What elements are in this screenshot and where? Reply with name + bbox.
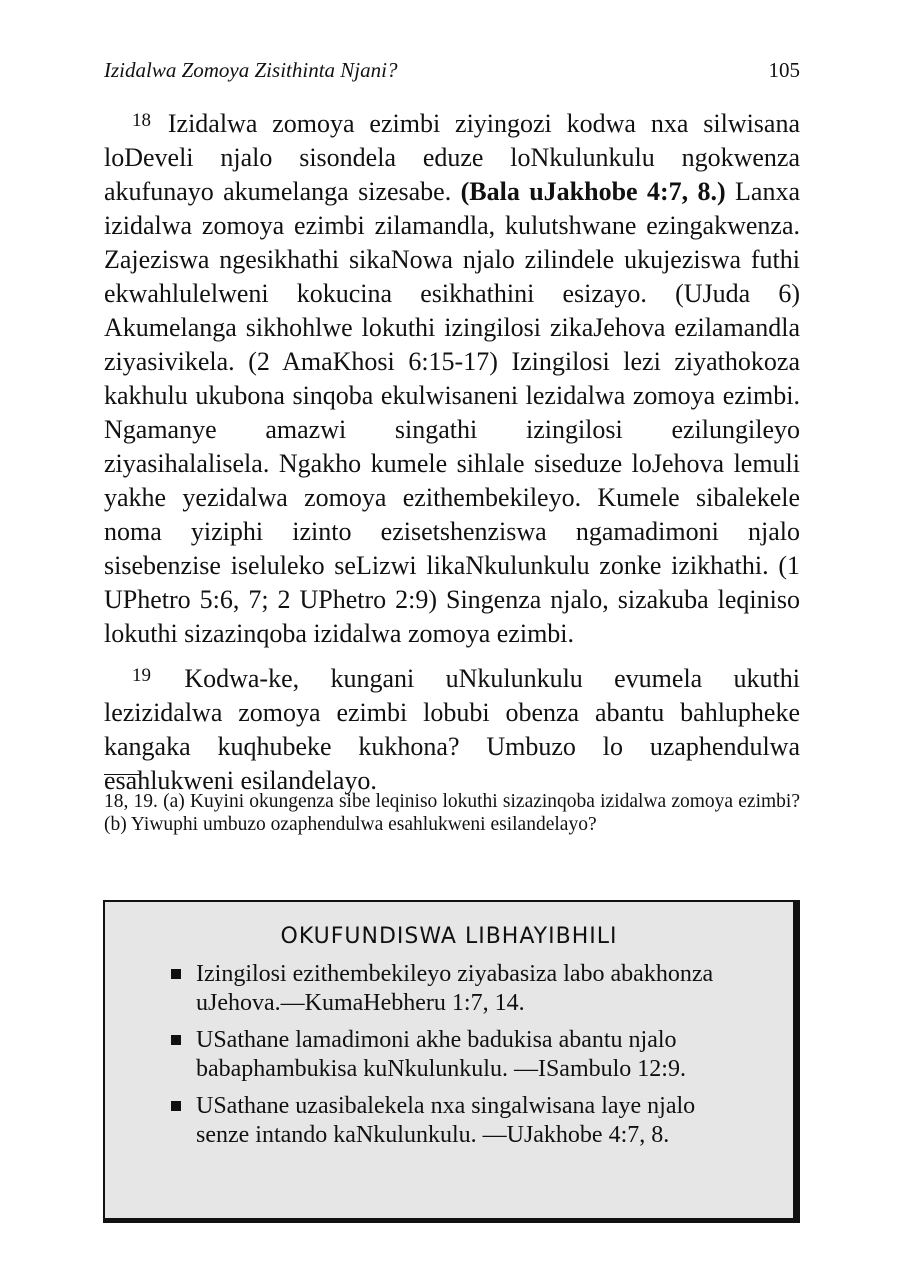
paragraph-text: Kodwa-ke, kungani uNkulunkulu evumela ukuthi lezizidalwa zomoya ezimbi lobubi obenza abantu bahlupheke kangaka kuqhubeke kukhona? Umbuzo lo uzaphendulwa esahlukweni esilandelayo.: [104, 664, 800, 795]
list-item: [167, 1092, 747, 1150]
square-bullet-icon: [171, 1101, 181, 1111]
square-bullet-icon: [171, 1035, 181, 1045]
summary-box-title: OKUFUNDISWA LIBHAYIBHILI: [280, 924, 618, 949]
footnote-divider: [104, 774, 140, 775]
running-header: [104, 58, 800, 88]
main-text: [104, 104, 800, 806]
list-item: [167, 960, 747, 1018]
list-item: [167, 1026, 747, 1084]
list-item-text: Izingilosi ezithembekileyo ziyabasiza labo abakhonza uJehova.—KumaHebheru 1:7, 14.: [196, 961, 714, 1016]
summary-list: [167, 960, 747, 1158]
square-bullet-icon: [171, 969, 181, 979]
paragraph-text: Lanxa izidalwa zomoya ezimbi zilamandla, kulutshwane ezingakwenza. Zajeziswa ngesikhathi sikaNowa njalo zilindele ukujeziswa futhi ekwahlulelweni kokucina esikhathini esizayo. (UJuda 6) Akumelanga sikhohlwe lokuthi izingilosi zikaJehova ezilamandla ziyasivikela. (2 AmaKhosi 6:15-17) Izingilosi lezi ziyathokoza kakhulu ukubona sinqoba ekulwisaneni lezidalwa zomoya ezimbi. Ngamanye amazwi singathi izingilosi ezilungileyo ziyasihalalisela. Ngakho kumele sihlale siseduze loJehova lemuli yakhe yezidalwa zomoya ezithembekileyo. Kumele sibalekele noma yiziphi izinto ezisetshenziswa ngamadimoni njalo sisebenzise iseluleko seLizwi likaNkulunkulu zonke izikhathi. (1 UPhetro 5:6, 7; 2 UPhetro 2:9) Singenza njalo, sizakuba leqiniso lokuthi sizazinqoba izidalwa zomoya ezimbi.: [104, 177, 801, 648]
paragraph-18: [104, 104, 800, 651]
page-number: 105: [768, 58, 800, 82]
list-item-text: USathane uzasibalekela nxa singalwisana laye njalo senze intando kaNkulunkulu. —UJakhobe 4:7, 8.: [196, 1093, 696, 1148]
review-questions: 18, 19. (a) Kuyini okungenza sibe leqiniso lokuthi sizazinqoba izidalwa zomoya ezimbi? (b) Yiwuphi umbuzo ozaphendulwa esahlukweni esilandelayo?: [104, 791, 800, 835]
paragraph-number: 18: [132, 110, 151, 131]
summary-box: [103, 900, 800, 1223]
paragraph-19: [104, 659, 800, 798]
scripture-reference: (Bala uJakhobe 4:7, 8.): [460, 177, 726, 206]
paragraph-text: Izidalwa zomoya ezimbi ziyingozi kodwa nxa silwisana loDeveli njalo sisondela eduze loNkulunkulu ngokwenza akufunayo akumelanga sizesabe.: [104, 109, 800, 206]
list-item-text: USathane lamadimoni akhe badukisa abantu njalo babaphambukisa kuNkulunkulu. —ISambulo 12:9.: [196, 1027, 686, 1082]
chapter-title: Izidalwa Zomoya Zisithinta Njani?: [104, 58, 398, 82]
paragraph-number: 19: [132, 665, 151, 686]
